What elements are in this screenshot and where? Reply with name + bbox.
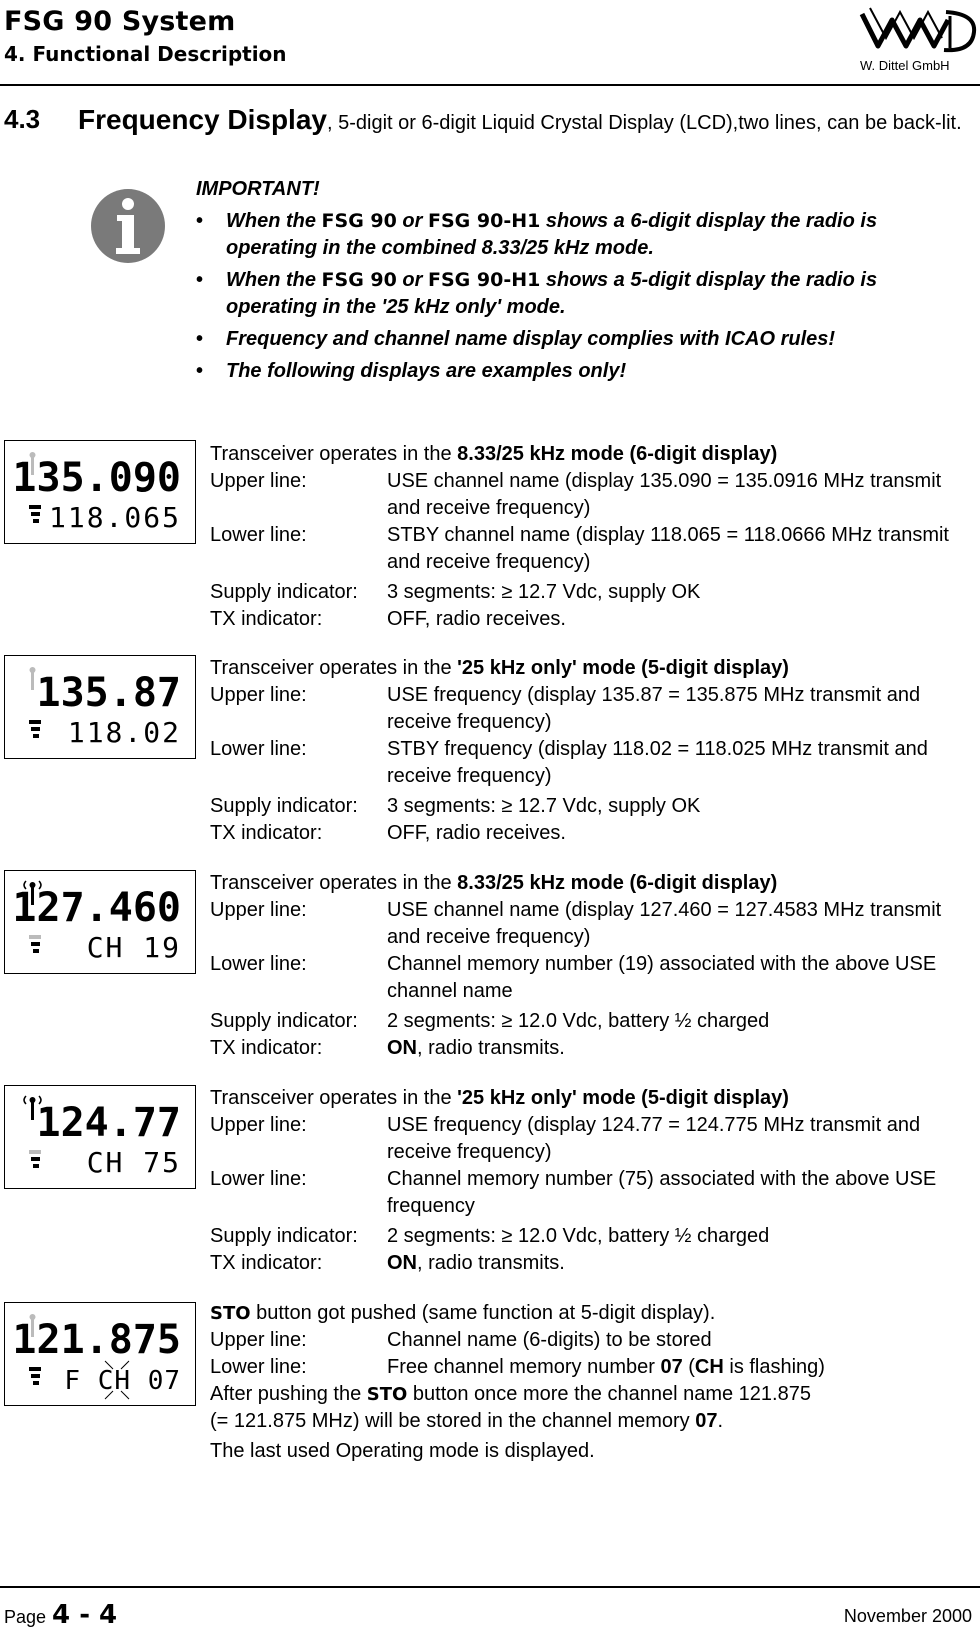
lcd-top-line: 135.87 — [36, 670, 181, 716]
antenna-icon — [30, 667, 36, 690]
lcd-top-line: 124.77 — [36, 1100, 181, 1146]
lcd-display — [4, 1302, 196, 1406]
supply-indicator-icon — [29, 1150, 41, 1168]
lcd-display — [4, 1085, 196, 1189]
lcd-digits — [5, 1303, 194, 1404]
section-title: Frequency Display — [78, 104, 327, 135]
footer-divider — [0, 1586, 980, 1588]
important-heading: IMPORTANT! — [196, 178, 320, 200]
example-description: Transceiver operates in the '25 kHz only' mode (5-digit display) Upper line: USE frequency (display 124.77 = 124.775 MHz transmit and receive frequency) Lower line: Channel memory number (75) associated with the above USE frequency Supply indicator: 2 segments: ≥ 12.0 Vdc, battery ½ charged TX indicator: ON, radio transmits. — [210, 1087, 937, 1274]
page-number: Page 4 - 4 — [4, 1600, 118, 1630]
important-item: • When the FSG 90 or FSG 90-H1 shows a 5-digit display the radio is operating in the '25 kHz only' mode. — [196, 269, 878, 318]
lcd-display — [4, 655, 196, 759]
lcd-bottom-line: CH 75 — [86, 1146, 181, 1179]
supply-indicator-icon — [29, 1367, 41, 1385]
lcd-display — [4, 440, 196, 544]
lcd-top-line: 135.090 — [12, 455, 181, 501]
footer-date: November 2000 — [843, 1606, 972, 1626]
supply-indicator-icon — [29, 505, 41, 523]
lcd-digits — [5, 441, 194, 542]
header-divider — [0, 84, 980, 86]
sto-button-label: STO — [210, 1303, 251, 1324]
example-description: STO button got pushed (same function at 5-digit display). Upper line: Channel name (6-digits) to be stored Lower line: Free channel memory number 07 (CH is flashing) After pushing the STO button once more the channel name 121.875 (= 121.875 MHz) will be stored in the channel memory 07. The last used Operating mode is displayed. — [210, 1302, 825, 1462]
lcd-top-line: 121.875 — [12, 1317, 181, 1363]
example-description: Transceiver operates in the 8.33/25 kHz mode (6-digit display) Upper line: USE channel name (display 135.090 = 135.0916 MHz transmit and receive frequency) Lower line: STBY channel name (display 118.065 = 118.0666 MHz transmit and receive frequency) Supply indicator: 3 segments: ≥ 12.7 Vdc, supply OK TX indicator: OFF, radio receives. — [210, 443, 949, 630]
section-number: 4.3 — [4, 104, 41, 134]
lcd-digits — [5, 871, 194, 972]
important-notice — [196, 178, 966, 390]
lcd-bottom-line: 118.065 — [48, 501, 181, 534]
lcd-top-line: 127.460 — [12, 885, 181, 931]
lcd-bottom-line: 118.02 — [67, 716, 181, 749]
section-heading — [4, 106, 964, 137]
important-item: • Frequency and channel name display complies with ICAO rules! — [196, 328, 836, 350]
lcd-digits — [5, 1086, 194, 1187]
document-title: FSG 90 System — [4, 6, 236, 37]
supply-indicator-icon — [29, 935, 41, 953]
important-item: • The following displays are examples only! — [196, 360, 627, 382]
supply-indicator-icon — [29, 720, 41, 738]
lcd-bottom-line: CH 19 — [86, 931, 181, 964]
example-description: Transceiver operates in the '25 kHz only' mode (5-digit display) Upper line: USE frequency (display 135.87 = 135.875 MHz transmit and receive frequency) Lower line: STBY frequency (display 118.02 = 118.025 MHz transmit and receive frequency) Supply indicator: 3 segments: ≥ 12.7 Vdc, supply OK TX indicator: OFF, radio receives. — [210, 657, 928, 844]
section-description: , 5-digit or 6-digit Liquid Crystal Display (LCD),two lines, can be back-lit. — [326, 112, 962, 134]
lcd-digits — [5, 656, 194, 757]
lcd-display — [4, 870, 196, 974]
example-description: Transceiver operates in the 8.33/25 kHz mode (6-digit display) Upper line: USE channel name (display 127.460 = 127.4583 MHz transmit and receive frequency) Lower line: Channel memory number (19) associated with the above USE channel name Supply indicator: 2 segments: ≥ 12.0 Vdc, battery ½ charged TX indicator: ON, radio transmits. — [210, 872, 942, 1059]
info-icon — [90, 188, 166, 264]
chapter-title: 4. Functional Description — [4, 42, 287, 66]
important-item: • When the FSG 90 or FSG 90-H1 shows a 6-digit display the radio is operating in the combined 8.33/25 kHz mode. — [196, 210, 878, 259]
company-name: W. Dittel GmbH — [860, 58, 950, 73]
lcd-bottom-line: F CH 07 — [64, 1366, 181, 1396]
